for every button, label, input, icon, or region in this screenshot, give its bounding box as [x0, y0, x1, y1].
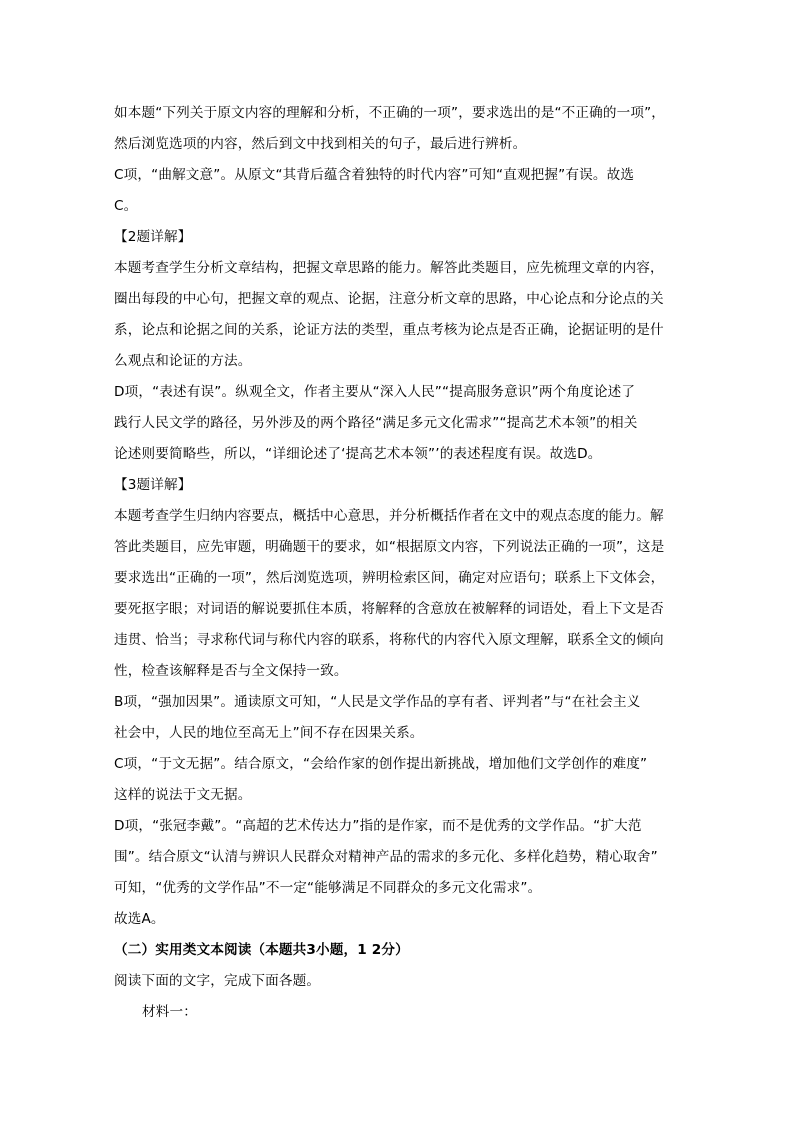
text-line: 然后浏览选项的内容，然后到文中找到相关的句子，最后进行辨析。 — [114, 136, 527, 152]
text-line: 本题考查学生归纳内容要点，概括中心意思，并分析概括作者在文中的观点态度的能力。解 — [114, 508, 664, 524]
text-line: 论述则要简略些，所以，“详细论述了‘提高艺术本领”’的表述程度有误。故选D。 — [114, 446, 602, 462]
text-line: 这样的说法于文无据。 — [114, 787, 252, 803]
text-line: 可知，“优秀的文学作品”不一定“能够满足不同群众的多元文化需求”。 — [114, 880, 542, 896]
text-line: 践行人民文学的路径，另外涉及的两个路径“满足多元文化需求”“提高艺术本领”的相关 — [114, 415, 638, 431]
text-line: 阅读下面的文字，完成下面各题。 — [114, 973, 321, 989]
text-line: 圈出每段的中心句，把握文章的观点、论据，注意分析文章的思路，中心论点和分论点的关 — [114, 291, 664, 307]
text-line: 要求选出“正确的一项”，然后浏览选项，辨明检索区间，确定对应语句；联系上下文体会， — [114, 570, 665, 586]
text-line: 性，检查该解释是否与全文保持一致。 — [114, 663, 348, 679]
text-line: 违贯、恰当；寻求称代词与称代内容的联系，将称代的内容代入原文理解，联系全文的倾向 — [114, 632, 664, 648]
text-line: C项，“于文无据”。结合原文，“会给作家的创作提出新挑战，增加他们文学创作的难度” — [114, 756, 648, 772]
material-label: 材料一： — [142, 1004, 197, 1020]
text-line: 答此类题目，应先审题，明确题干的要求，如“根据原文内容，下列说法正确的一项”，这是 — [114, 539, 665, 555]
text-line: 系，论点和论据之间的关系，论证方法的类型，重点考核为论点是否正确，论据证明的是什 — [114, 322, 664, 338]
text-line: 要死抠字眼；对词语的解说要抓住本质，将解释的含意放在被解释的词语处，看上下文是否 — [114, 601, 664, 617]
section-heading: 【2题详解】 — [114, 229, 192, 245]
text-line: 社会中，人民的地位至高无上”间不存在因果关系。 — [114, 725, 424, 741]
text-line: 本题考查学生分析文章结构，把握文章思路的能力。解答此类题目，应先梳理文章的内容， — [114, 260, 664, 276]
document-body — [114, 98, 680, 1028]
text-line: C项，“曲解文意”。从原文“其背后蕴含着独特的时代内容”可知“直观把握”有误。故选 — [114, 167, 635, 183]
text-line: 如本题“下列关于原文内容的理解和分析，不正确的一项”，要求选出的是“不正确的一项”， — [114, 105, 666, 121]
text-line: D项，“表述有误”。纵观全文，作者主要从“深入人民”“提高服务意识”两个角度论述了 — [114, 384, 636, 400]
text-line: B项，“强加因果”。通读原文可知，“人民是文学作品的享有者、评判者”与“在社会主义 — [114, 694, 641, 710]
text-line: C。 — [114, 198, 138, 214]
text-line: 么观点和论证的方法。 — [114, 353, 252, 369]
text-line: 故选A。 — [114, 911, 165, 927]
text-line: D项，“张冠李戴”。“高超的艺术传达力”指的是作家，而不是优秀的文学作品。“扩大范 — [114, 818, 642, 834]
section-heading: 【3题详解】 — [114, 477, 192, 493]
section-title: （二）实用类文本阅读（本题共3小题，1 2分） — [114, 942, 409, 958]
text-line: 围”。结合原文“认清与辨识人民群众对精神产品的需求的多元化、多样化趋势，精心取舍” — [114, 849, 658, 865]
